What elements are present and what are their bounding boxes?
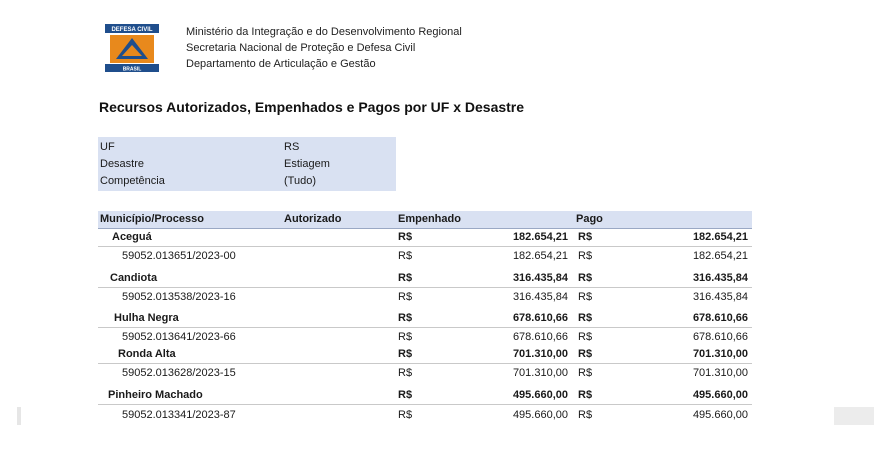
currency-symbol: R$ (398, 348, 413, 360)
table-row-processo[interactable] (98, 289, 752, 306)
scan-edge-right (834, 407, 874, 425)
table-header (98, 211, 752, 229)
header-line-secretariat: Secretaria Nacional de Proteção e Defesa Civil (186, 42, 416, 54)
col-header-empenhado[interactable]: Empenhado (398, 213, 461, 225)
empenhado-value: 316.435,84 (512, 272, 568, 284)
empenhado-value: 678.610,66 (512, 331, 568, 343)
filter-row-desastre[interactable] (98, 156, 396, 172)
pago-value: 182.654,21 (692, 231, 748, 243)
currency-symbol: R$ (398, 272, 413, 284)
filter-value: RS (284, 141, 300, 153)
processo-number: 59052.013628/2023-15 (122, 367, 236, 379)
processo-number: 59052.013651/2023-00 (122, 250, 236, 262)
table-row-processo[interactable] (98, 407, 752, 424)
table-row-processo[interactable] (98, 365, 752, 382)
pago-value: 316.435,84 (692, 272, 748, 284)
municipio-name: Candiota (110, 272, 158, 284)
filter-value: Estiagem (284, 158, 330, 170)
col-header-municipio[interactable]: Município/Processo (100, 213, 204, 225)
currency-symbol: R$ (578, 348, 593, 360)
filter-row-uf[interactable] (98, 139, 396, 155)
filter-row-competencia[interactable] (98, 173, 396, 189)
pago-value: 182.654,21 (692, 250, 748, 262)
currency-symbol: R$ (578, 272, 593, 284)
empenhado-value: 701.310,00 (512, 348, 568, 360)
filter-label: Competência (100, 175, 165, 187)
table-row-processo[interactable] (98, 329, 752, 346)
currency-symbol: R$ (578, 291, 593, 303)
processo-number: 59052.013341/2023-87 (122, 409, 236, 421)
pago-value: 701.310,00 (692, 348, 748, 360)
currency-symbol: R$ (398, 389, 413, 401)
municipio-name: Ronda Alta (118, 348, 176, 360)
currency-symbol: R$ (398, 331, 413, 343)
header-line-department: Departamento de Articulação e Gestão (186, 58, 376, 70)
col-header-pago[interactable]: Pago (576, 213, 603, 225)
currency-symbol: R$ (578, 250, 593, 262)
currency-symbol: R$ (578, 389, 593, 401)
table-row-municipio[interactable] (98, 387, 752, 405)
processo-number: 59052.013641/2023-66 (122, 331, 236, 343)
municipio-name: Hulha Negra (114, 312, 179, 324)
filter-panel (98, 137, 396, 191)
header-line-ministry: Ministério da Integração e do Desenvolvimento Regional (186, 26, 462, 38)
currency-symbol: R$ (398, 231, 413, 243)
currency-symbol: R$ (578, 312, 593, 324)
filter-label: Desastre (100, 158, 145, 170)
pago-value: 701.310,00 (692, 367, 748, 379)
logo-text-bottom: BRASIL (122, 66, 142, 73)
currency-symbol: R$ (398, 409, 413, 421)
currency-symbol: R$ (398, 312, 413, 324)
currency-symbol: R$ (578, 331, 593, 343)
municipio-name: Pinheiro Machado (108, 389, 203, 401)
pago-value: 678.610,66 (692, 331, 748, 343)
empenhado-value: 495.660,00 (512, 389, 568, 401)
pago-value: 678.610,66 (692, 312, 748, 324)
pago-value: 495.660,00 (692, 409, 748, 421)
filter-label: UF (100, 141, 115, 153)
report-title: Recursos Autorizados, Empenhados e Pagos por UF x Desastre (99, 99, 525, 115)
pago-value: 316.435,84 (692, 291, 748, 303)
col-header-autorizado[interactable]: Autorizado (284, 213, 342, 225)
table-row-municipio[interactable] (98, 346, 752, 364)
empenhado-value: 182.654,21 (512, 231, 568, 243)
currency-symbol: R$ (398, 250, 413, 262)
processo-number: 59052.013538/2023-16 (122, 291, 236, 303)
empenhado-value: 678.610,66 (512, 312, 568, 324)
logo-text-top: DEFESA CIVIL (111, 27, 153, 33)
header-org-lines (186, 24, 462, 72)
table-row-processo[interactable] (98, 248, 752, 265)
currency-symbol: R$ (398, 367, 413, 379)
table-row-municipio[interactable] (98, 229, 752, 247)
table-row-municipio[interactable] (98, 310, 752, 328)
currency-symbol: R$ (578, 409, 593, 421)
filter-value: (Tudo) (284, 175, 316, 187)
empenhado-value: 316.435,84 (512, 291, 568, 303)
currency-symbol: R$ (398, 291, 413, 303)
empenhado-value: 495.660,00 (512, 409, 568, 421)
currency-symbol: R$ (578, 231, 593, 243)
scan-edge-left (17, 407, 21, 425)
municipio-name: Aceguá (112, 231, 152, 243)
table-row-municipio[interactable] (98, 270, 752, 288)
empenhado-value: 182.654,21 (512, 250, 568, 262)
empenhado-value: 701.310,00 (512, 367, 568, 379)
defesa-civil-logo (104, 23, 160, 73)
pago-value: 495.660,00 (692, 389, 748, 401)
currency-symbol: R$ (578, 367, 593, 379)
